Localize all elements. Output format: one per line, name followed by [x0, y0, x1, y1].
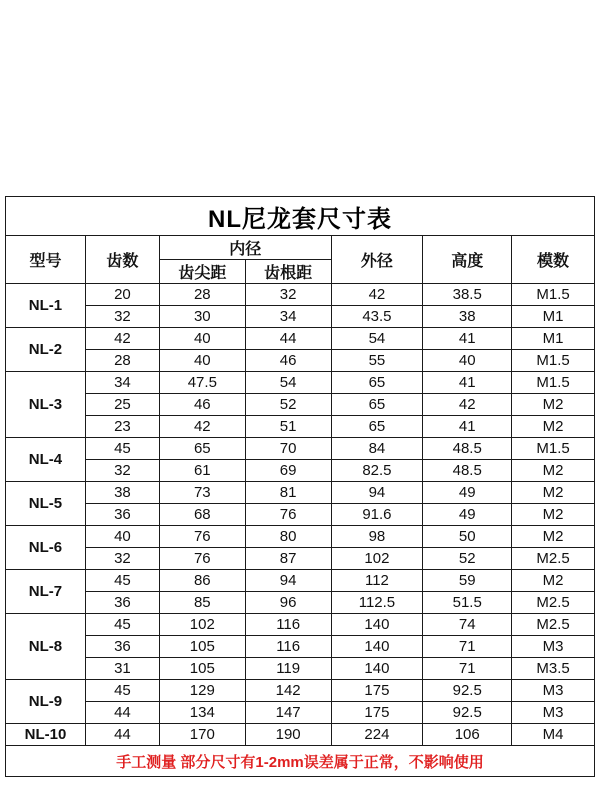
- value-cell: 65: [159, 438, 245, 460]
- value-cell: M3: [512, 636, 595, 658]
- value-cell: 52: [245, 394, 331, 416]
- table-row: [6, 724, 595, 746]
- value-cell: 50: [423, 526, 512, 548]
- value-cell: M1.5: [512, 438, 595, 460]
- value-cell: 140: [331, 636, 423, 658]
- header-inner-diameter: 内径: [159, 236, 331, 260]
- value-cell: M3: [512, 680, 595, 702]
- value-cell: 85: [159, 592, 245, 614]
- value-cell: M1: [512, 328, 595, 350]
- value-cell: M2: [512, 394, 595, 416]
- table-row: [6, 372, 595, 394]
- value-cell: 61: [159, 460, 245, 482]
- value-cell: 45: [85, 614, 159, 636]
- value-cell: 76: [159, 526, 245, 548]
- value-cell: 170: [159, 724, 245, 746]
- table-row: [6, 570, 595, 592]
- value-cell: 47.5: [159, 372, 245, 394]
- value-cell: 142: [245, 680, 331, 702]
- table-row: [6, 350, 595, 372]
- model-cell: NL-2: [6, 328, 86, 372]
- value-cell: 140: [331, 658, 423, 680]
- value-cell: 106: [423, 724, 512, 746]
- table-row: [6, 284, 595, 306]
- table-row: [6, 592, 595, 614]
- value-cell: 44: [245, 328, 331, 350]
- value-cell: 175: [331, 702, 423, 724]
- value-cell: 54: [245, 372, 331, 394]
- value-cell: 49: [423, 482, 512, 504]
- value-cell: 81: [245, 482, 331, 504]
- value-cell: 71: [423, 636, 512, 658]
- model-cell: NL-5: [6, 482, 86, 526]
- value-cell: 134: [159, 702, 245, 724]
- table-row: [6, 548, 595, 570]
- value-cell: 112: [331, 570, 423, 592]
- value-cell: 92.5: [423, 680, 512, 702]
- value-cell: 45: [85, 680, 159, 702]
- size-table: [5, 196, 595, 777]
- value-cell: 105: [159, 636, 245, 658]
- value-cell: 71: [423, 658, 512, 680]
- value-cell: 44: [85, 702, 159, 724]
- measurement-note: 手工测量 部分尺寸有1-2mm误差属于正常，不影响使用: [6, 746, 595, 777]
- value-cell: 76: [159, 548, 245, 570]
- value-cell: M4: [512, 724, 595, 746]
- model-cell: NL-6: [6, 526, 86, 570]
- header-root-distance: 齿根距: [245, 260, 331, 284]
- value-cell: 31: [85, 658, 159, 680]
- value-cell: 20: [85, 284, 159, 306]
- model-cell: NL-4: [6, 438, 86, 482]
- value-cell: 102: [159, 614, 245, 636]
- value-cell: M1: [512, 306, 595, 328]
- value-cell: 175: [331, 680, 423, 702]
- value-cell: M2: [512, 460, 595, 482]
- model-cell: NL-3: [6, 372, 86, 438]
- value-cell: 129: [159, 680, 245, 702]
- value-cell: 36: [85, 504, 159, 526]
- value-cell: 40: [85, 526, 159, 548]
- value-cell: 68: [159, 504, 245, 526]
- value-cell: 32: [85, 548, 159, 570]
- value-cell: M2: [512, 526, 595, 548]
- value-cell: 41: [423, 416, 512, 438]
- header-row-1: [6, 236, 595, 260]
- size-table-container: [5, 196, 595, 777]
- header-teeth: 齿数: [85, 236, 159, 284]
- header-module: 模数: [512, 236, 595, 284]
- value-cell: 51: [245, 416, 331, 438]
- value-cell: 41: [423, 372, 512, 394]
- footer-row: [6, 746, 595, 777]
- model-cell: NL-1: [6, 284, 86, 328]
- table-row: [6, 658, 595, 680]
- value-cell: 190: [245, 724, 331, 746]
- table-row: [6, 526, 595, 548]
- value-cell: 28: [159, 284, 245, 306]
- value-cell: M2: [512, 482, 595, 504]
- value-cell: 32: [85, 306, 159, 328]
- value-cell: 32: [245, 284, 331, 306]
- value-cell: 65: [331, 394, 423, 416]
- value-cell: 51.5: [423, 592, 512, 614]
- table-row: [6, 394, 595, 416]
- value-cell: 40: [423, 350, 512, 372]
- table-row: [6, 460, 595, 482]
- model-cell: NL-9: [6, 680, 86, 724]
- title-row: [6, 197, 595, 236]
- value-cell: 40: [159, 328, 245, 350]
- value-cell: 44: [85, 724, 159, 746]
- value-cell: M2: [512, 504, 595, 526]
- table-row: [6, 702, 595, 724]
- value-cell: 42: [159, 416, 245, 438]
- value-cell: 52: [423, 548, 512, 570]
- value-cell: 48.5: [423, 460, 512, 482]
- value-cell: M2.5: [512, 592, 595, 614]
- value-cell: 65: [331, 372, 423, 394]
- value-cell: 59: [423, 570, 512, 592]
- value-cell: 55: [331, 350, 423, 372]
- value-cell: 54: [331, 328, 423, 350]
- value-cell: M1.5: [512, 284, 595, 306]
- value-cell: 74: [423, 614, 512, 636]
- table-row: [6, 438, 595, 460]
- value-cell: 36: [85, 636, 159, 658]
- value-cell: 96: [245, 592, 331, 614]
- value-cell: 76: [245, 504, 331, 526]
- table-row: [6, 416, 595, 438]
- value-cell: 45: [85, 570, 159, 592]
- value-cell: 34: [85, 372, 159, 394]
- value-cell: 84: [331, 438, 423, 460]
- value-cell: M3: [512, 702, 595, 724]
- value-cell: 40: [159, 350, 245, 372]
- model-cell: NL-7: [6, 570, 86, 614]
- value-cell: 23: [85, 416, 159, 438]
- value-cell: M1.5: [512, 372, 595, 394]
- table-row: [6, 504, 595, 526]
- value-cell: 69: [245, 460, 331, 482]
- header-outer-diameter: 外径: [331, 236, 423, 284]
- value-cell: 80: [245, 526, 331, 548]
- value-cell: 42: [331, 284, 423, 306]
- model-cell: NL-10: [6, 724, 86, 746]
- value-cell: M2: [512, 570, 595, 592]
- value-cell: 86: [159, 570, 245, 592]
- value-cell: 30: [159, 306, 245, 328]
- value-cell: 38: [423, 306, 512, 328]
- value-cell: M2.5: [512, 614, 595, 636]
- value-cell: 32: [85, 460, 159, 482]
- table-row: [6, 306, 595, 328]
- header-tip-distance: 齿尖距: [159, 260, 245, 284]
- value-cell: 94: [331, 482, 423, 504]
- value-cell: 65: [331, 416, 423, 438]
- value-cell: 105: [159, 658, 245, 680]
- table-row: [6, 636, 595, 658]
- value-cell: 147: [245, 702, 331, 724]
- header-model: 型号: [6, 236, 86, 284]
- page-title: NL尼龙套尺寸表: [6, 197, 595, 236]
- value-cell: 42: [423, 394, 512, 416]
- value-cell: 116: [245, 614, 331, 636]
- value-cell: 112.5: [331, 592, 423, 614]
- table-row: [6, 482, 595, 504]
- header-height: 高度: [423, 236, 512, 284]
- value-cell: 41: [423, 328, 512, 350]
- value-cell: 36: [85, 592, 159, 614]
- value-cell: 49: [423, 504, 512, 526]
- value-cell: 116: [245, 636, 331, 658]
- value-cell: 45: [85, 438, 159, 460]
- value-cell: 46: [245, 350, 331, 372]
- value-cell: 48.5: [423, 438, 512, 460]
- value-cell: 140: [331, 614, 423, 636]
- value-cell: 94: [245, 570, 331, 592]
- model-cell: NL-8: [6, 614, 86, 680]
- value-cell: 91.6: [331, 504, 423, 526]
- value-cell: 46: [159, 394, 245, 416]
- value-cell: 92.5: [423, 702, 512, 724]
- value-cell: 102: [331, 548, 423, 570]
- value-cell: M2: [512, 416, 595, 438]
- value-cell: 38: [85, 482, 159, 504]
- value-cell: M3.5: [512, 658, 595, 680]
- value-cell: 25: [85, 394, 159, 416]
- value-cell: 38.5: [423, 284, 512, 306]
- value-cell: 43.5: [331, 306, 423, 328]
- value-cell: 42: [85, 328, 159, 350]
- value-cell: 82.5: [331, 460, 423, 482]
- table-row: [6, 328, 595, 350]
- value-cell: 34: [245, 306, 331, 328]
- table-row: [6, 680, 595, 702]
- value-cell: 119: [245, 658, 331, 680]
- value-cell: 98: [331, 526, 423, 548]
- value-cell: M2.5: [512, 548, 595, 570]
- value-cell: 87: [245, 548, 331, 570]
- value-cell: 70: [245, 438, 331, 460]
- value-cell: 224: [331, 724, 423, 746]
- value-cell: M1.5: [512, 350, 595, 372]
- table-body: [6, 284, 595, 746]
- table-row: [6, 614, 595, 636]
- value-cell: 73: [159, 482, 245, 504]
- value-cell: 28: [85, 350, 159, 372]
